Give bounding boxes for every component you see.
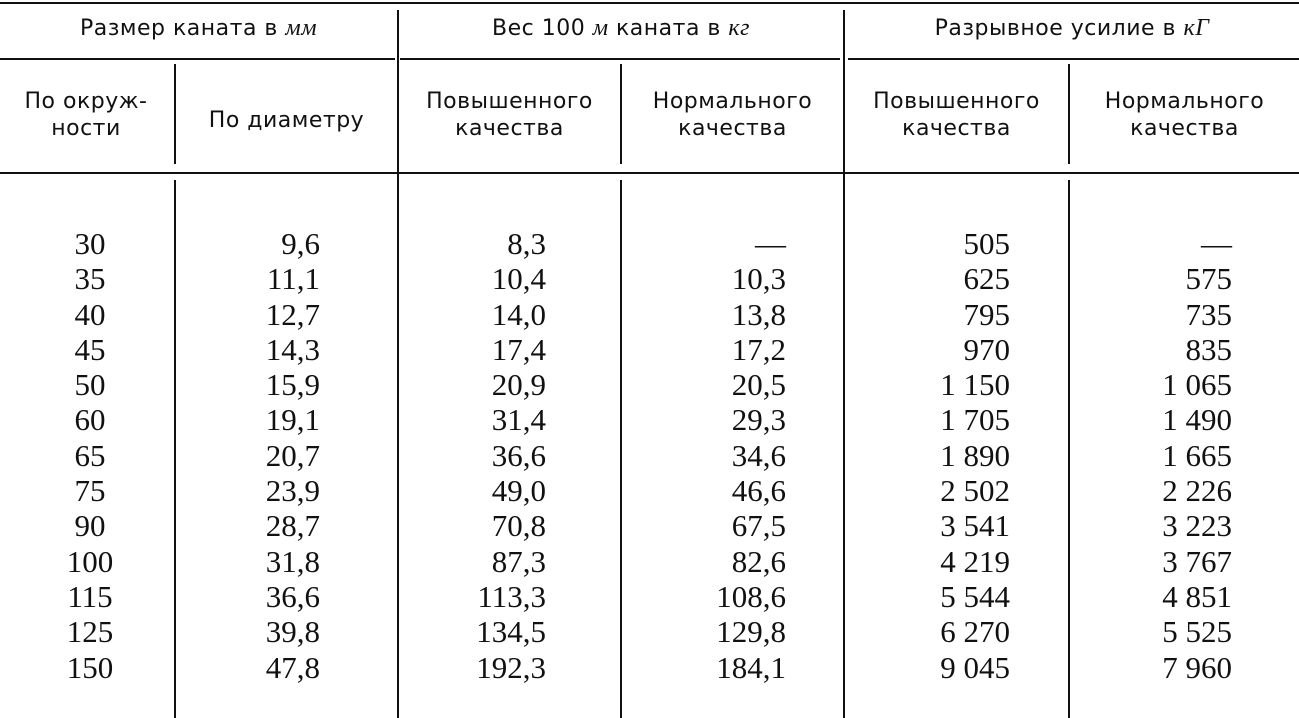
table-cell: — bbox=[755, 226, 786, 261]
table-cell: 23,9 bbox=[265, 473, 320, 509]
header-diameter: По диаметру bbox=[208, 108, 365, 133]
table-cell: 60 bbox=[74, 402, 106, 438]
table-cell: 9,6 bbox=[281, 226, 320, 261]
table-cell: 20,7 bbox=[265, 437, 320, 473]
table-cell: 9 045 bbox=[940, 649, 1010, 685]
table-cell: 36,6 bbox=[491, 437, 546, 473]
table-cell: 40 bbox=[74, 296, 106, 332]
table-cell: 108,6 bbox=[716, 578, 786, 614]
table-cell: 14,3 bbox=[265, 331, 320, 367]
table-cell: 10,4 bbox=[491, 261, 546, 297]
table-cell: 1 490 bbox=[1162, 402, 1232, 438]
table-cell: 31,8 bbox=[265, 543, 320, 579]
table-cell: 12,7 bbox=[265, 296, 320, 332]
column-circumference bbox=[40, 226, 140, 685]
column-weight-high bbox=[420, 226, 546, 685]
table-cell: 2 226 bbox=[1162, 473, 1232, 509]
table-cell: 1 665 bbox=[1162, 437, 1232, 473]
table-cell: 36,6 bbox=[265, 578, 320, 614]
header-weight-high: Повышенного качества bbox=[426, 89, 593, 141]
header-weight-normal: Нормального качества bbox=[652, 89, 813, 141]
table-cell: 67,5 bbox=[731, 508, 786, 544]
table-cell: 17,4 bbox=[491, 331, 546, 367]
table-cell: 82,6 bbox=[731, 543, 786, 579]
table-cell: 17,2 bbox=[731, 331, 786, 367]
table-cell: 2 502 bbox=[940, 473, 1010, 509]
header-bottom-rule bbox=[0, 172, 1299, 174]
table-cell: 50 bbox=[74, 367, 106, 403]
top-rule bbox=[0, 2, 1299, 4]
table-cell: 39,8 bbox=[265, 614, 320, 650]
group-header-rule-mid bbox=[400, 58, 840, 60]
table-cell: 3 541 bbox=[940, 508, 1010, 544]
header-force-high: Повышенного качества bbox=[873, 89, 1040, 141]
divider-circumference-diameter-body bbox=[174, 180, 176, 718]
table-cell: — bbox=[1201, 226, 1232, 261]
table-cell: 49,0 bbox=[491, 473, 546, 509]
table-cell: 6 270 bbox=[940, 614, 1010, 650]
table-cell: 87,3 bbox=[491, 543, 546, 579]
table-cell: 1 065 bbox=[1162, 367, 1232, 403]
column-diameter bbox=[200, 226, 320, 685]
table-cell: 4 851 bbox=[1162, 578, 1232, 614]
table-cell: 5 525 bbox=[1162, 614, 1232, 650]
table-cell: 30 bbox=[74, 226, 106, 261]
divider-weight-subcols-body bbox=[620, 180, 622, 718]
header-circumference: По окруж- ности bbox=[24, 89, 148, 141]
table-cell: 505 bbox=[963, 226, 1010, 261]
table-cell: 11,1 bbox=[266, 261, 320, 297]
table-cell: 90 bbox=[74, 508, 106, 544]
table-cell: 19,1 bbox=[265, 402, 320, 438]
table-cell: 115 bbox=[67, 578, 113, 614]
table-cell: 20,5 bbox=[731, 367, 786, 403]
group-header-rule-left bbox=[0, 58, 395, 60]
table-cell: 10,3 bbox=[731, 261, 786, 297]
table-cell: 20,9 bbox=[491, 367, 546, 403]
divider-force-subcols-body bbox=[1068, 180, 1070, 718]
table-cell: 1 705 bbox=[940, 402, 1010, 438]
header-force-normal: Нормального качества bbox=[1104, 89, 1265, 141]
table-cell: 150 bbox=[66, 649, 114, 685]
group-header-size: Размер каната в мм bbox=[79, 15, 318, 41]
table-cell: 35 bbox=[74, 261, 106, 297]
table-cell: 970 bbox=[963, 331, 1010, 367]
table-cell: 192,3 bbox=[476, 649, 546, 685]
table-cell: 795 bbox=[963, 296, 1010, 332]
table-cell: 47,8 bbox=[265, 649, 320, 685]
table-cell: 5 544 bbox=[940, 578, 1010, 614]
table-cell: 575 bbox=[1185, 261, 1232, 297]
table-cell: 625 bbox=[963, 261, 1010, 297]
table-cell: 1 890 bbox=[940, 437, 1010, 473]
table-cell: 3 223 bbox=[1162, 508, 1232, 544]
column-weight-normal bbox=[650, 226, 786, 685]
group-header-weight: Вес 100 м каната в кг bbox=[491, 15, 750, 41]
table-cell: 28,7 bbox=[265, 508, 320, 544]
column-force-normal bbox=[1120, 226, 1232, 685]
table-cell: 13,8 bbox=[731, 296, 786, 332]
group-header-rule-right bbox=[848, 58, 1299, 60]
table-cell: 835 bbox=[1185, 331, 1232, 367]
table-cell: 134,5 bbox=[476, 614, 546, 650]
table-cell: 100 bbox=[66, 543, 114, 579]
table-cell: 65 bbox=[74, 437, 106, 473]
table-cell: 75 bbox=[74, 473, 106, 509]
table-cell: 46,6 bbox=[731, 473, 786, 509]
table-cell: 7 960 bbox=[1162, 649, 1232, 685]
table-cell: 34,6 bbox=[731, 437, 786, 473]
table-cell: 70,8 bbox=[491, 508, 546, 544]
table-cell: 125 bbox=[66, 614, 114, 650]
column-force-high bbox=[900, 226, 1010, 685]
table-cell: 184,1 bbox=[716, 649, 786, 685]
group-header-force: Разрывное усилие в кГ bbox=[934, 15, 1210, 41]
table-cell: 4 219 bbox=[940, 543, 1010, 579]
table-cell: 129,8 bbox=[716, 614, 786, 650]
table-cell: 31,4 bbox=[491, 402, 546, 438]
table-cell: 29,3 bbox=[731, 402, 786, 438]
table-cell: 14,0 bbox=[491, 296, 546, 332]
table-cell: 735 bbox=[1185, 296, 1232, 332]
table-cell: 113,3 bbox=[477, 578, 546, 614]
table-cell: 1 150 bbox=[940, 367, 1010, 403]
table-cell: 45 bbox=[74, 331, 106, 367]
table-cell: 15,9 bbox=[265, 367, 320, 403]
table-cell: 3 767 bbox=[1162, 543, 1232, 579]
table-cell: 8,3 bbox=[507, 226, 546, 261]
